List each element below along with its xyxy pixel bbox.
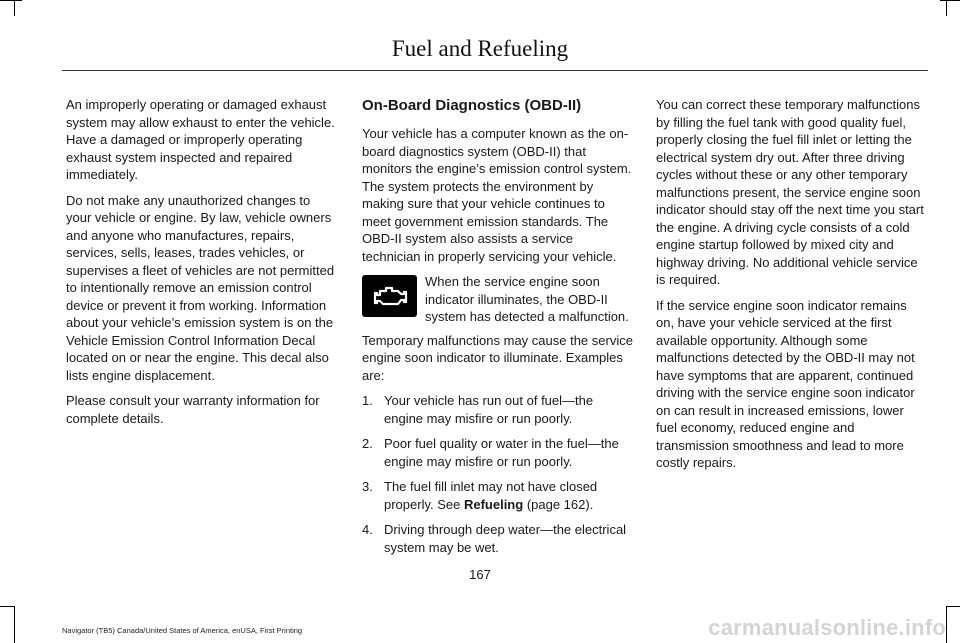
- list-item: 4. Driving through deep water—the electrical system may be wet.: [362, 522, 627, 555]
- list-item: 1. Your vehicle has run out of fuel—the engine may misfire or run poorly.: [362, 393, 594, 426]
- crop-mark-top-left-v: [14, 0, 15, 16]
- paragraph-warranty: Please consult your warranty information for complete details.: [66, 393, 320, 426]
- paragraph-indicator-remains-on: If the service engine soon indicator remains on, have your vehicle serviced at the first available opportunity. Although some malfunctions detected by the OBD-II may not have symptoms that are apparent, continued driving with the service engine soon indicator on can result in increased emissions, lower fuel economy, reduced engine and transmission smoothness and lead to more costly repairs.: [656, 297, 915, 470]
- footer-text: Navigator (TB5) Canada/United States of America, enUSA, First Printing: [62, 626, 303, 635]
- paragraph-emission-law: Do not make any unauthorized changes to your vehicle or engine. By law, vehicle owners and anyone who manufactures, repairs, services, sells, leases, trades vehicles, or supervises a fleet of vehicles are not permitted to intentionally remove an emission control device or prevent it from working. Information about your vehicle’s emission system is on the Vehicle Emission Control Information Decal located on or near the engine. This decal also lists engine displacement.: [66, 192, 335, 383]
- check-engine-icon: [362, 275, 417, 317]
- crop-mark-bottom-left-h: [0, 606, 14, 607]
- indicator-description: [362, 273, 634, 326]
- header-divider: [62, 70, 928, 71]
- column-3: [656, 96, 928, 480]
- malfunction-examples-list: [362, 392, 634, 556]
- paragraph-obd-intro: Your vehicle has a computer known as the on-board diagnostics system (OBD-II) that monitors the engine’s emission control system. The system protects the environment by making sure that your vehicle continues to meet government emission standards. The OBD-II system also assists a service technician in properly servicing your vehicle.: [362, 126, 632, 264]
- crop-mark-bottom-right-v: [946, 606, 947, 643]
- watermark: carmanualsonline.info: [708, 615, 946, 640]
- page-header-title: Fuel and Refueling: [391, 36, 569, 61]
- list-item: 3. The fuel fill inlet may not have closed properly. See Refueling (page 162).: [362, 479, 598, 512]
- crop-mark-bottom-right-h: [946, 606, 960, 607]
- section-title-obd: On-Board Diagnostics (OBD-II): [362, 97, 582, 114]
- indicator-description-text: When the service engine soon indicator illuminates, the OBD-II system has detected a malfunction.: [425, 274, 629, 324]
- paragraph-correct-malfunctions: You can correct these temporary malfunctions by filling the fuel tank with good quality fuel, properly closing the fuel fill inlet or letting the electrical system dry out. After three driving cycles without these or any other temporary malfunctions present, the service engine soon indicator should stay off the next time you start the engine. A driving cycle consists of a cold engine startup followed by mixed city and highway driving. No additional vehicle service is required.: [656, 97, 924, 287]
- list-item: 2. Poor fuel quality or water in the fuel—the engine may misfire or run poorly.: [362, 436, 619, 469]
- column-1: [66, 96, 338, 435]
- crop-mark-top-left-h: [0, 0, 22, 1]
- paragraph-exhaust-warning: An improperly operating or damaged exhaust system may allow exhaust to enter the vehicle. Have a damaged or improperly operating exhaust system inspected and repaired immediately.: [66, 97, 335, 182]
- crop-mark-top-right-v: [946, 0, 947, 16]
- column-2: [362, 96, 634, 564]
- paragraph-temporary-malfunctions: Temporary malfunctions may cause the service engine soon indicator to illuminate. Examples are:: [362, 332, 633, 383]
- crop-mark-bottom-left-v: [14, 606, 15, 643]
- crop-mark-top-right-h: [940, 0, 960, 1]
- page-number: 167: [469, 567, 491, 582]
- refueling-link[interactable]: Refueling: [463, 496, 524, 512]
